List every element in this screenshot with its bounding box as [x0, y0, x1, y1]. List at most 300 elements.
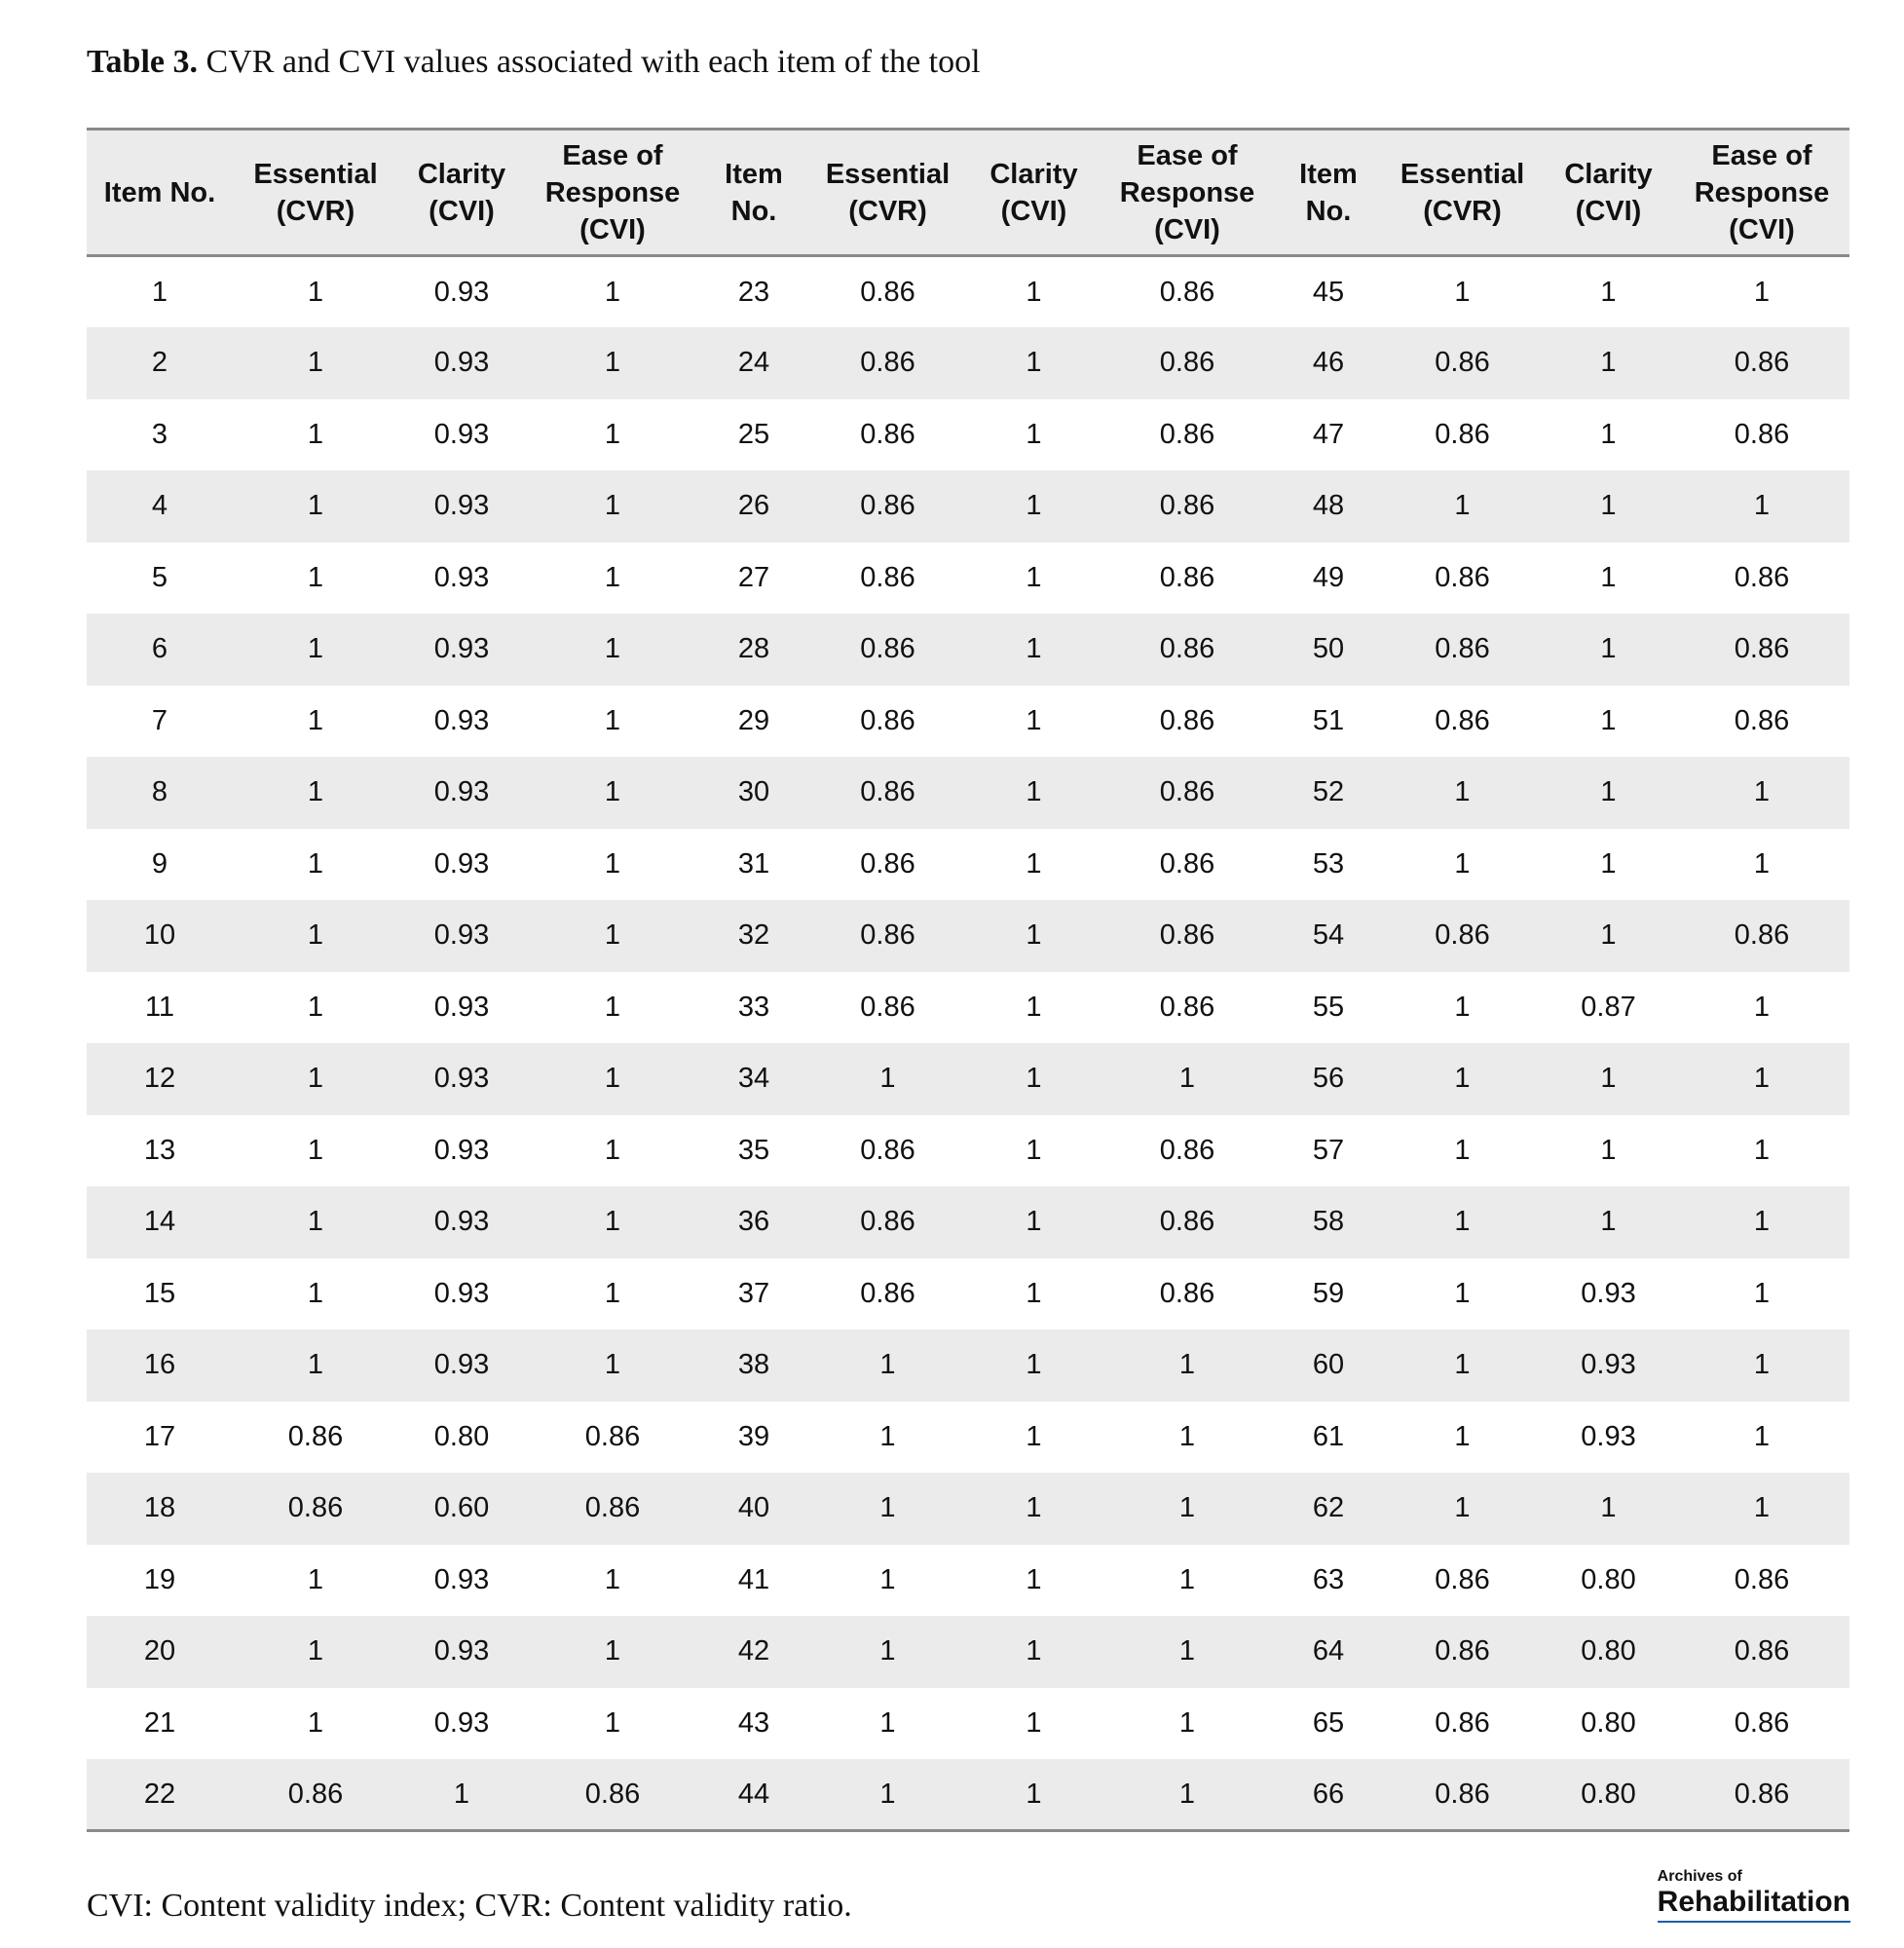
table-cell: 30 [737, 776, 770, 808]
table-cell: 0.86 [860, 490, 915, 522]
table-cell: 27 [737, 561, 770, 593]
table-cell: 1 [1026, 919, 1042, 952]
column-header-line: No. [730, 195, 777, 227]
table-cell: 1 [879, 1706, 896, 1739]
column-header [968, 130, 1100, 256]
column-header-line: (CVI) [429, 195, 495, 227]
table-cell: 1 [1026, 1492, 1042, 1524]
table-cell: 1 [604, 1563, 621, 1595]
table-cell: 1 [307, 1635, 324, 1667]
table-cell: 1 [1454, 991, 1471, 1023]
table-row [87, 1043, 1849, 1115]
table-cell: 1 [1026, 704, 1042, 736]
table-cell: 54 [1312, 919, 1345, 952]
table-cell: 0.86 [1435, 919, 1490, 952]
table-cell: 0.86 [1734, 1706, 1790, 1739]
table-cell: 0.86 [1734, 418, 1790, 450]
table-cell: 0.86 [860, 633, 915, 665]
table-cell: 1 [1454, 1063, 1471, 1095]
table-row [87, 470, 1849, 543]
table-cell: 63 [1312, 1563, 1345, 1595]
table-cell: 0.93 [433, 418, 490, 450]
table-cell: 34 [737, 1063, 770, 1095]
table-cell: 1 [1178, 1420, 1196, 1452]
table-cell: 1 [879, 1492, 896, 1524]
table-cell: 1 [1454, 1277, 1471, 1309]
table-cell: 13 [143, 1134, 176, 1166]
column-header-line: Essential [825, 158, 951, 190]
table-cell: 0.86 [584, 1778, 641, 1810]
table-cell: 1 [879, 1778, 896, 1810]
journal-logo-line1: Archives of [1657, 1868, 1742, 1885]
table-cell: 0.86 [1159, 919, 1215, 952]
table-cell: 46 [1312, 347, 1345, 379]
column-header-line: (CVI) [1575, 195, 1642, 227]
table-cell: 55 [1312, 991, 1345, 1023]
table-cell: 0.86 [1734, 561, 1790, 593]
table-cell: 0.86 [860, 1277, 915, 1309]
table-cell: 1 [1026, 1134, 1042, 1166]
table-cell: 66 [1312, 1778, 1345, 1810]
column-header [1275, 130, 1382, 256]
column-header-line: Item [1299, 158, 1358, 190]
table-cell: 48 [1312, 490, 1345, 522]
table-cell: 1 [1753, 1134, 1771, 1166]
table-cell: 41 [737, 1563, 770, 1595]
table-cell: 0.86 [1159, 490, 1215, 522]
table-row [87, 900, 1849, 972]
table-cell: 0.93 [433, 276, 490, 308]
table-cell: 17 [143, 1420, 176, 1452]
table-cell: 15 [143, 1277, 176, 1309]
cvr-cvi-table [87, 128, 1849, 1832]
table-cell: 1 [1600, 1063, 1617, 1095]
column-header-line: Item [725, 158, 783, 190]
table-cell: 1 [1026, 991, 1042, 1023]
column-header-line: (CVI) [579, 213, 646, 245]
table-cell: 29 [737, 704, 770, 736]
table-cell: 1 [307, 1277, 324, 1309]
table-cell: 12 [143, 1063, 176, 1095]
table-cell: 0.86 [1435, 418, 1490, 450]
table-cell: 1 [1026, 1420, 1042, 1452]
column-header-line: (CVR) [848, 195, 927, 227]
table-cell: 1 [604, 1063, 621, 1095]
table-cell: 18 [143, 1492, 176, 1524]
table-row [87, 1402, 1849, 1474]
table-cell: 0.93 [433, 1349, 490, 1381]
table-cell: 1 [1600, 776, 1617, 808]
table-cell: 1 [604, 633, 621, 665]
table-row [87, 1115, 1849, 1187]
table-cell: 1 [604, 776, 621, 808]
table-cell: 50 [1312, 633, 1345, 665]
table-cell: 1 [1026, 490, 1042, 522]
table-cell: 1 [1600, 276, 1617, 308]
table-cell: 28 [737, 633, 770, 665]
table-cell: 1 [604, 847, 621, 880]
table-cell: 1 [1600, 418, 1617, 450]
table-cell: 1 [1454, 1349, 1471, 1381]
table-cell: 1 [1178, 1706, 1196, 1739]
table-cell: 3 [151, 418, 168, 450]
table-row [87, 1545, 1849, 1617]
table-cell: 0.86 [1734, 1563, 1790, 1595]
table-cell: 1 [1753, 1277, 1771, 1309]
table-cell: 0.87 [1581, 991, 1636, 1023]
table-cell: 1 [1753, 776, 1771, 808]
table-cell: 45 [1312, 276, 1345, 308]
table-cell: 0.80 [1581, 1778, 1636, 1810]
column-header-line: Clarity [989, 158, 1078, 190]
table-cell: 43 [737, 1706, 770, 1739]
table-footnote: CVI: Content validity index; CVR: Content validity ratio. [87, 1888, 852, 1924]
table-cell: 1 [1454, 490, 1471, 522]
table-row [87, 256, 1849, 328]
table-cell: 1 [307, 633, 324, 665]
table-cell: 1 [307, 347, 324, 379]
table-cell: 32 [737, 919, 770, 952]
table-cell: 1 [1178, 1778, 1196, 1810]
table-cell: 1 [1600, 633, 1617, 665]
table-cell: 1 [1026, 347, 1042, 379]
table-cell: 0.93 [433, 490, 490, 522]
table-cell: 1 [1026, 1277, 1042, 1309]
table-cell: 0.86 [860, 847, 915, 880]
table-cell: 1 [1026, 1563, 1042, 1595]
table-cell: 1 [1753, 1349, 1771, 1381]
journal-logo-line2: Rehabilitation [1658, 1886, 1850, 1923]
table-cell: 0.93 [1581, 1277, 1636, 1309]
table-cell: 0.86 [287, 1420, 344, 1452]
table-cell: 1 [604, 1206, 621, 1238]
table-cell: 2 [151, 347, 168, 379]
table-cell: 1 [604, 276, 621, 308]
table-cell: 1 [1454, 776, 1471, 808]
table-cell: 1 [307, 1563, 324, 1595]
table-cell: 1 [879, 1563, 896, 1595]
table-row [87, 1688, 1849, 1760]
table-cell: 0.86 [1435, 1635, 1490, 1667]
table-cell: 1 [1600, 561, 1617, 593]
table-cell: 1 [307, 704, 324, 736]
table-cell: 0.86 [1159, 347, 1215, 379]
table-cell: 0.86 [1435, 1563, 1490, 1595]
table-cell: 0.86 [860, 276, 915, 308]
table-cell: 1 [604, 347, 621, 379]
table-cell: 1 [1026, 633, 1042, 665]
table-cell: 1 [1026, 1635, 1042, 1667]
table-cell: 1 [1753, 490, 1771, 522]
table-cell: 0.86 [1435, 1778, 1490, 1810]
table-cell: 5 [151, 561, 168, 593]
table-cell: 0.86 [860, 561, 915, 593]
table-cell: 1 [1454, 1492, 1471, 1524]
table-cell: 1 [1454, 1206, 1471, 1238]
table-cell: 9 [151, 847, 168, 880]
table-cell: 1 [151, 276, 168, 308]
table-cell: 0.86 [860, 704, 915, 736]
column-header [87, 130, 233, 256]
table-cell: 0.86 [860, 919, 915, 952]
table-cell: 1 [1600, 1206, 1617, 1238]
table-cell: 1 [879, 1063, 896, 1095]
table-cell: 0.93 [433, 561, 490, 593]
table-cell: 24 [737, 347, 770, 379]
table-row [87, 1616, 1849, 1688]
table-cell: 1 [1026, 1706, 1042, 1739]
table-cell: 1 [1600, 704, 1617, 736]
table-cell: 1 [1026, 276, 1042, 308]
table-cell: 1 [1026, 847, 1042, 880]
table-cell: 59 [1312, 1277, 1345, 1309]
column-header [233, 130, 398, 256]
table-cell: 7 [151, 704, 168, 736]
table-cell: 0.86 [1734, 1635, 1790, 1667]
column-header [1382, 130, 1543, 256]
table-cell: 33 [737, 991, 770, 1023]
table-cell: 1 [307, 1706, 324, 1739]
table-cell: 0.93 [433, 1206, 490, 1238]
table-cell: 62 [1312, 1492, 1345, 1524]
column-header-line: Response [544, 176, 681, 208]
table-cell: 0.86 [1159, 1206, 1215, 1238]
table-cell: 57 [1312, 1134, 1345, 1166]
table-cell: 42 [737, 1635, 770, 1667]
table-cell: 11 [144, 991, 175, 1023]
table-cell: 0.93 [433, 991, 490, 1023]
table-cell: 60 [1312, 1349, 1345, 1381]
table-cell: 1 [604, 418, 621, 450]
table-cell: 0.80 [1581, 1563, 1636, 1595]
column-header-line: (CVI) [1729, 213, 1795, 245]
table-cell: 0.86 [1734, 919, 1790, 952]
table-cell: 0.86 [1435, 704, 1490, 736]
table-cell: 1 [307, 847, 324, 880]
table-cell: 64 [1312, 1635, 1345, 1667]
table-cell: 1 [1026, 1778, 1042, 1810]
table-cell: 58 [1312, 1206, 1345, 1238]
table-cell: 1 [307, 1134, 324, 1166]
table-cell: 25 [737, 418, 770, 450]
table-cell: 0.86 [1734, 1778, 1790, 1810]
table-cell: 19 [143, 1563, 176, 1595]
table-cell: 0.86 [1159, 704, 1215, 736]
table-cell: 1 [1026, 1349, 1042, 1381]
table-cell: 0.93 [433, 776, 490, 808]
table-cell: 0.93 [433, 347, 490, 379]
table-cell: 1 [1600, 490, 1617, 522]
table-cell: 1 [1026, 1063, 1042, 1095]
column-header-line: Response [1694, 176, 1830, 208]
table-cell: 0.86 [860, 991, 915, 1023]
column-header-line: Essential [253, 158, 378, 190]
table-cell: 1 [604, 490, 621, 522]
table-cell: 1 [1178, 1492, 1196, 1524]
table-cell: 1 [1454, 1420, 1471, 1452]
column-header-line: (CVI) [1154, 213, 1220, 245]
table-cell: 0.93 [433, 847, 490, 880]
column-header-line: No. [1305, 195, 1352, 227]
table-row [87, 757, 1849, 829]
table-cell: 0.80 [1581, 1635, 1636, 1667]
table-cell: 1 [879, 1349, 896, 1381]
column-header [700, 130, 807, 256]
table-cell: 49 [1312, 561, 1345, 593]
table-cell: 1 [1026, 1206, 1042, 1238]
table-caption [87, 39, 981, 86]
table-cell: 1 [307, 991, 324, 1023]
table-cell: 0.86 [584, 1492, 641, 1524]
column-header-line: Ease of [1137, 139, 1238, 171]
table-cell: 1 [1454, 276, 1471, 308]
table-cell: 1 [1753, 991, 1771, 1023]
table-cell: 1 [1600, 1134, 1617, 1166]
table-cell: 56 [1312, 1063, 1345, 1095]
table-cell: 1 [604, 1635, 621, 1667]
column-header [398, 130, 525, 256]
table-cell: 1 [307, 1206, 324, 1238]
table-cell: 0.93 [433, 633, 490, 665]
table-cell: 1 [1026, 418, 1042, 450]
table-cell: 44 [737, 1778, 770, 1810]
table-cell: 1 [1753, 276, 1771, 308]
table-cell: 53 [1312, 847, 1345, 880]
table-cell: 1 [1026, 776, 1042, 808]
table-cell: 37 [737, 1277, 770, 1309]
column-header-line: Essential [1400, 158, 1525, 190]
table-cell: 0.86 [584, 1420, 641, 1452]
table-cell: 0.93 [433, 1635, 490, 1667]
table-cell: 0.86 [1435, 347, 1490, 379]
table-cell: 22 [143, 1778, 176, 1810]
table-row [87, 614, 1849, 686]
column-header-line: (CVR) [276, 195, 355, 227]
table-cell: 1 [1600, 919, 1617, 952]
table-cell: 0.80 [1581, 1706, 1636, 1739]
table-cell: 0.93 [433, 1134, 490, 1166]
table-cell: 1 [879, 1635, 896, 1667]
table-cell: 1 [1026, 561, 1042, 593]
table-cell: 0.86 [1159, 1134, 1215, 1166]
table-cell: 0.93 [433, 1277, 490, 1309]
table-cell: 35 [737, 1134, 770, 1166]
table-cell: 1 [307, 1063, 324, 1095]
table-cell: 1 [1178, 1563, 1196, 1595]
table-cell: 0.93 [1581, 1420, 1636, 1452]
table-cell: 0.93 [433, 1063, 490, 1095]
table-cell: 40 [737, 1492, 770, 1524]
table-cell: 0.86 [1435, 561, 1490, 593]
table-cell: 1 [453, 1778, 470, 1810]
column-header-line: Ease of [1711, 139, 1812, 171]
table-cell: 1 [307, 919, 324, 952]
table-cell: 0.86 [1734, 633, 1790, 665]
table-cell: 1 [307, 490, 324, 522]
table-body [87, 256, 1849, 1831]
table-cell: 0.86 [1159, 847, 1215, 880]
table-cell: 65 [1312, 1706, 1345, 1739]
table-cell: 0.86 [1159, 418, 1215, 450]
table-cell: 0.93 [433, 919, 490, 952]
table-row [87, 829, 1849, 901]
table-cell: 0.93 [433, 704, 490, 736]
table-cell: 1 [604, 1706, 621, 1739]
table-cell: 1 [307, 418, 324, 450]
table-cell: 0.86 [1159, 1277, 1215, 1309]
table-row [87, 1330, 1849, 1402]
table-cell: 1 [604, 919, 621, 952]
table-cell: 21 [143, 1706, 176, 1739]
table-row [87, 1759, 1849, 1831]
table-cell: 0.86 [1159, 991, 1215, 1023]
table-cell: 20 [143, 1635, 176, 1667]
table-cell: 47 [1312, 418, 1345, 450]
table-caption-label: Table 3. [87, 44, 199, 80]
table-cell: 23 [737, 276, 770, 308]
table-cell: 1 [1600, 347, 1617, 379]
table-cell: 1 [1454, 847, 1471, 880]
table-cell: 1 [1454, 1134, 1471, 1166]
column-header-line: (CVR) [1423, 195, 1502, 227]
table-cell: 0.93 [1581, 1349, 1636, 1381]
table-cell: 1 [307, 561, 324, 593]
table-row [87, 1258, 1849, 1330]
table-cell: 1 [1600, 1492, 1617, 1524]
table-cell: 0.86 [860, 776, 915, 808]
table-cell: 0.86 [860, 1134, 915, 1166]
table-caption-text: CVR and CVI values associated with each item of the tool [205, 44, 981, 80]
table-cell: 1 [307, 276, 324, 308]
table-cell: 14 [143, 1206, 176, 1238]
table-row [87, 1473, 1849, 1545]
table-cell: 1 [604, 991, 621, 1023]
table-cell: 1 [604, 561, 621, 593]
table-cell: 0.86 [860, 347, 915, 379]
table-cell: 16 [143, 1349, 176, 1381]
table-cell: 1 [1753, 847, 1771, 880]
header-row [87, 130, 1849, 256]
table-cell: 1 [1178, 1063, 1196, 1095]
table-row [87, 972, 1849, 1044]
table-cell: 0.86 [1435, 1706, 1490, 1739]
table-cell: 1 [1753, 1420, 1771, 1452]
table-cell: 1 [1600, 847, 1617, 880]
table-cell: 0.86 [1159, 633, 1215, 665]
table-cell: 0.86 [1734, 704, 1790, 736]
column-header [525, 130, 700, 256]
table-cell: 1 [604, 1277, 621, 1309]
table-header [87, 130, 1849, 256]
table-cell: 6 [151, 633, 168, 665]
table-cell: 0.86 [1159, 276, 1215, 308]
column-header-line: Clarity [1564, 158, 1653, 190]
table-cell: 1 [307, 776, 324, 808]
column-header [1543, 130, 1674, 256]
table-cell: 1 [1753, 1206, 1771, 1238]
table-cell: 0.86 [1159, 561, 1215, 593]
table-cell: 36 [737, 1206, 770, 1238]
table-cell: 38 [737, 1349, 770, 1381]
table-cell: 1 [879, 1420, 896, 1452]
table-cell: 61 [1312, 1420, 1345, 1452]
table-cell: 0.86 [287, 1492, 344, 1524]
table-cell: 1 [1753, 1063, 1771, 1095]
table-cell: 8 [151, 776, 168, 808]
table-cell: 0.86 [1734, 347, 1790, 379]
table-cell: 39 [737, 1420, 770, 1452]
table-cell: 1 [307, 1349, 324, 1381]
